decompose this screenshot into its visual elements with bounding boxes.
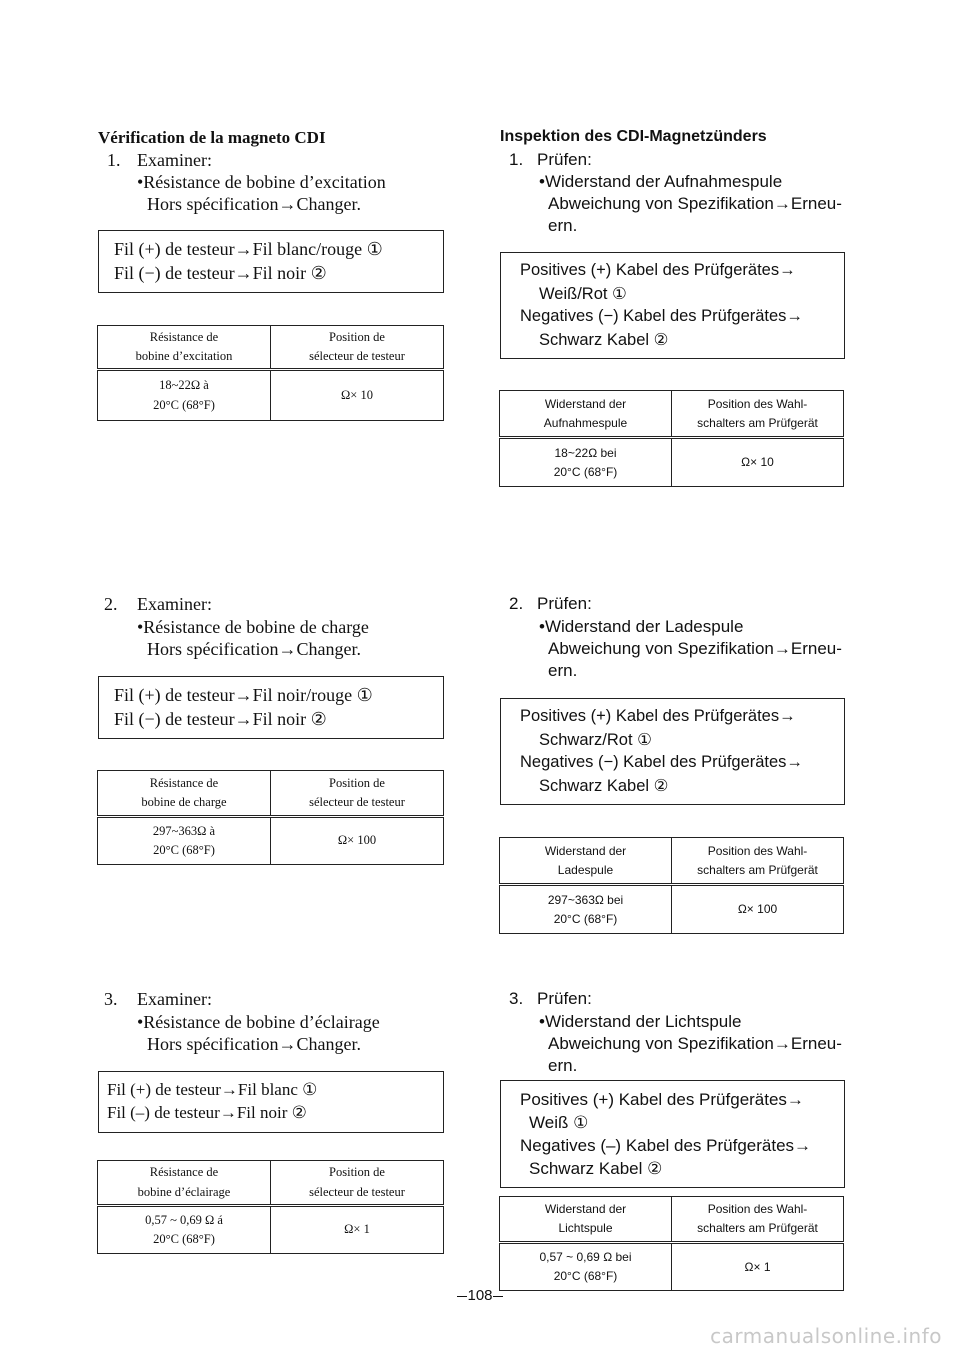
de-s1-value-resistance: 18~22Ω bei 20°C (68°F) — [500, 438, 672, 487]
de-s2-header-position: Position des Wahl- schalters am Prüfgerät — [672, 838, 844, 885]
de-s2-value-resistance: 297~363Ω bei 20°C (68°F) — [500, 885, 672, 934]
fr-s2-note: Hors spécification→Changer. — [147, 639, 361, 659]
de-s1-note-2: ern. — [548, 216, 578, 235]
fr-s3-wiring-box — [98, 1071, 444, 1133]
de-s3-spec-table — [499, 1196, 844, 1291]
de-s2-num: 2. — [509, 594, 524, 613]
fr-s1-box-line-2: Fil (−) de testeur→Fil noir ② — [114, 263, 327, 283]
fr-s1-spec-table — [97, 325, 444, 421]
watermark: carmanualsonline.info — [710, 1324, 942, 1348]
fr-s1-header-resistance: Résistance de bobine d’excitation — [98, 326, 271, 370]
de-s2-box-line-3: Negatives (−) Kabel des Prüfgerätes→ — [520, 753, 803, 771]
fr-s1-value-position: Ω× 10 — [271, 370, 444, 421]
fr-s1-header-position: Position de sélecteur de testeur — [271, 326, 444, 370]
de-s2-header-resistance: Widerstand der Ladespule — [500, 838, 672, 885]
de-s3-value-resistance: 0,57 ~ 0,69 Ω bei 20°C (68°F) — [500, 1243, 672, 1291]
de-s2-box-line-4: Schwarz Kabel ② — [539, 777, 669, 795]
fr-s3-header-position: Position de sélecteur de testeur — [271, 1161, 444, 1206]
fr-s3-num: 3. — [104, 989, 118, 1009]
de-s3-item: •Widerstand der Lichtspule — [539, 1012, 742, 1031]
de-s3-wiring-box — [500, 1080, 845, 1188]
fr-s1-box-line-1: Fil (+) de testeur→Fil blanc/rouge ① — [114, 239, 383, 259]
de-s2-note-1: Abweichung von Spezifikation→Erneu- — [548, 639, 842, 658]
fr-s3-value-resistance: 0,57 ~ 0,69 Ω á 20°C (68°F) — [98, 1206, 271, 1254]
de-s2-box-line-1: Positives (+) Kabel des Prüfgerätes→ — [520, 707, 796, 725]
fr-s3-title: Examiner: — [137, 989, 212, 1009]
fr-s1-num: 1. — [107, 150, 121, 170]
fr-s2-num: 2. — [104, 594, 118, 614]
de-s3-title: Prüfen: — [537, 989, 592, 1008]
de-heading: Inspektion des CDI-Magnetzünders — [500, 128, 767, 145]
de-s2-item: •Widerstand der Ladespule — [539, 617, 744, 636]
fr-s3-note: Hors spécification→Changer. — [147, 1034, 361, 1054]
de-s1-value-position: Ω× 10 — [672, 438, 844, 487]
de-s2-note-2: ern. — [548, 661, 578, 680]
fr-s3-spec-table — [97, 1160, 444, 1254]
fr-s2-header-position: Position de sélecteur de testeur — [271, 771, 444, 817]
de-s1-box-line-4: Schwarz Kabel ② — [539, 331, 669, 349]
fr-s3-value-position: Ω× 1 — [271, 1206, 444, 1254]
de-s2-value-position: Ω× 100 — [672, 885, 844, 934]
de-s3-box-line-1: Positives (+) Kabel des Prüfgerätes→ — [520, 1090, 804, 1109]
de-s1-spec-table — [499, 390, 844, 487]
page-number-dash-right — [493, 1296, 503, 1297]
de-s1-box-line-1: Positives (+) Kabel des Prüfgerätes→ — [520, 261, 796, 279]
de-s1-box-line-2: Weiß/Rot ① — [539, 285, 627, 303]
fr-s3-header-resistance: Résistance de bobine d’éclairage — [98, 1161, 271, 1206]
page-number-dash-left — [457, 1296, 467, 1297]
de-s1-header-position: Position des Wahl- schalters am Prüfgerät — [672, 391, 844, 438]
de-s3-box-line-4: Schwarz Kabel ② — [529, 1159, 663, 1178]
page-number-text: 108 — [467, 1287, 493, 1304]
fr-s2-wiring-box — [98, 676, 444, 739]
de-s3-value-position: Ω× 1 — [672, 1243, 844, 1291]
de-s3-note-2: ern. — [548, 1056, 578, 1075]
fr-s1-value-resistance: 18~22Ω à 20°C (68°F) — [98, 370, 271, 421]
fr-s2-value-resistance: 297~363Ω à 20°C (68°F) — [98, 817, 271, 865]
fr-s1-note: Hors spécification→Changer. — [147, 194, 361, 214]
de-s3-note-1: Abweichung von Spezifikation→Erneu- — [548, 1034, 842, 1053]
fr-s1-title: Examiner: — [137, 150, 212, 170]
de-s3-header-resistance: Widerstand der Lichtspule — [500, 1197, 672, 1243]
fr-s1-item: •Résistance de bobine d’excitation — [137, 172, 386, 192]
fr-s2-title: Examiner: — [137, 594, 212, 614]
fr-s2-header-resistance: Résistance de bobine de charge — [98, 771, 271, 817]
fr-heading: Vérification de la magneto CDI — [98, 128, 326, 147]
de-s3-num: 3. — [509, 989, 524, 1008]
fr-s2-box-line-2: Fil (−) de testeur→Fil noir ② — [114, 709, 327, 729]
de-s3-box-line-3: Negatives (–) Kabel des Prüfgerätes→ — [520, 1136, 812, 1155]
page-number — [440, 1287, 520, 1304]
fr-s2-value-position: Ω× 100 — [271, 817, 444, 865]
fr-s3-item: •Résistance de bobine d’éclairage — [137, 1012, 380, 1032]
de-s2-title: Prüfen: — [537, 594, 592, 613]
de-s2-wiring-box — [500, 698, 845, 805]
de-s1-box-line-3: Negatives (−) Kabel des Prüfgerätes→ — [520, 307, 803, 325]
de-s2-box-line-2: Schwarz/Rot ① — [539, 731, 652, 749]
fr-s1-wiring-box — [98, 230, 444, 293]
fr-s2-spec-table — [97, 770, 444, 865]
fr-s2-item: •Résistance de bobine de charge — [137, 617, 369, 637]
de-s1-wiring-box — [500, 252, 845, 359]
fr-s3-box-line-2: Fil (–) de testeur→Fil noir ② — [107, 1103, 307, 1122]
fr-s2-box-line-1: Fil (+) de testeur→Fil noir/rouge ① — [114, 685, 373, 705]
german-column — [480, 0, 960, 1358]
de-s2-spec-table — [499, 837, 844, 934]
fr-s3-box-line-1: Fil (+) de testeur→Fil blanc ① — [107, 1080, 318, 1099]
de-s1-note-1: Abweichung von Spezifikation→Erneu- — [548, 194, 842, 213]
de-s3-box-line-2: Weiß ① — [529, 1113, 589, 1132]
de-s3-header-position: Position des Wahl- schalters am Prüfgerät — [672, 1197, 844, 1243]
de-s1-title: Prüfen: — [537, 150, 592, 169]
de-s1-header-resistance: Widerstand der Aufnahmespule — [500, 391, 672, 438]
de-s1-num: 1. — [509, 150, 524, 169]
de-s1-item: •Widerstand der Aufnahmespule — [539, 172, 783, 191]
